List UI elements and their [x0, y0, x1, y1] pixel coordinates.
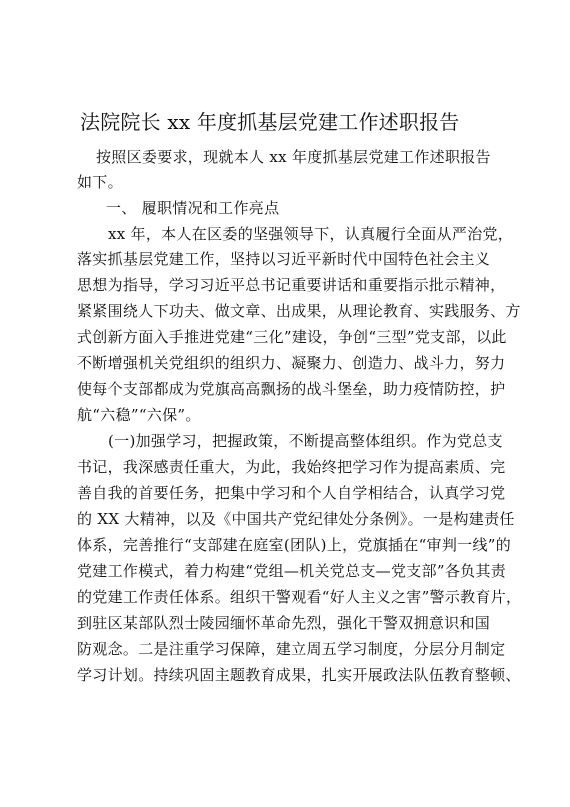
- paragraph-line: 学习计划。持续巩固主题教育成果，扎实开展政法队伍教育整顿、: [77, 666, 521, 684]
- paragraph-line: 书记，我深感责任重大，为此，我始终把学习作为提高素质、完: [77, 458, 506, 476]
- paragraph-line: 如下。: [77, 173, 123, 191]
- paragraph-line: 的 XX 大精神，以及《中国共产党纪律处分条例》。一是构建责任: [77, 510, 515, 528]
- paragraph-line: 不断增强机关党组织的组织力、凝聚力、创造力、战斗力，努力: [77, 354, 506, 372]
- paragraph-line: 紧紧围绕人下功夫、做文章、出成果，从理论教育、实践服务、方: [77, 302, 521, 320]
- paragraph-line: 按照区委要求，现就本人 xx 年度抓基层党建工作述职报告: [96, 148, 491, 166]
- paragraph-line: 落实抓基层党建工作，坚持以习近平新时代中国特色社会主义: [77, 250, 491, 268]
- paragraph-line: 的党建工作责任体系。组织干警观看“好人主义之害”警示教育片，: [77, 588, 522, 606]
- document-title: 法院院长 xx 年度抓基层党建工作述职报告: [80, 110, 460, 134]
- paragraph-line: 思想为指导，学习习近平总书记重要讲话和重要指示批示精神，: [77, 276, 506, 294]
- section-heading: 一、 履职情况和工作亮点: [106, 199, 280, 217]
- paragraph-line: 式创新方面入手推进党建“三化”建设，争创“三型”党支部，以此: [77, 328, 507, 346]
- paragraph-line: (一)加强学习，把握政策，不断提高整体组织。作为党总支: [108, 432, 503, 450]
- paragraph-line: 善自我的首要任务，把集中学习和个人自学相结合，认真学习党: [77, 484, 506, 502]
- paragraph-line: 体系，完善推行“支部建在庭室(团队)上，党旗插在“审判一线”的: [77, 536, 512, 554]
- paragraph-line: xx 年，本人在区委的坚强领导下，认真履行全面从严治党，: [108, 225, 514, 243]
- paragraph-line: 到驻区某部队烈士陵园缅怀革命先烈，强化干警双拥意识和国: [77, 614, 491, 632]
- paragraph-line: 党建工作模式，着力构建“党组—机关党总支—党支部”各负其责: [77, 562, 507, 580]
- paragraph-line: 防观念。二是注重学习保障，建立周五学习制度，分层分月制定: [77, 640, 506, 658]
- paragraph-line: 使每个支部都成为党旗高高飘扬的战斗堡垒，助力疫情防控，护: [77, 380, 506, 398]
- paragraph-line: 航“六稳”“六保”。: [77, 406, 201, 424]
